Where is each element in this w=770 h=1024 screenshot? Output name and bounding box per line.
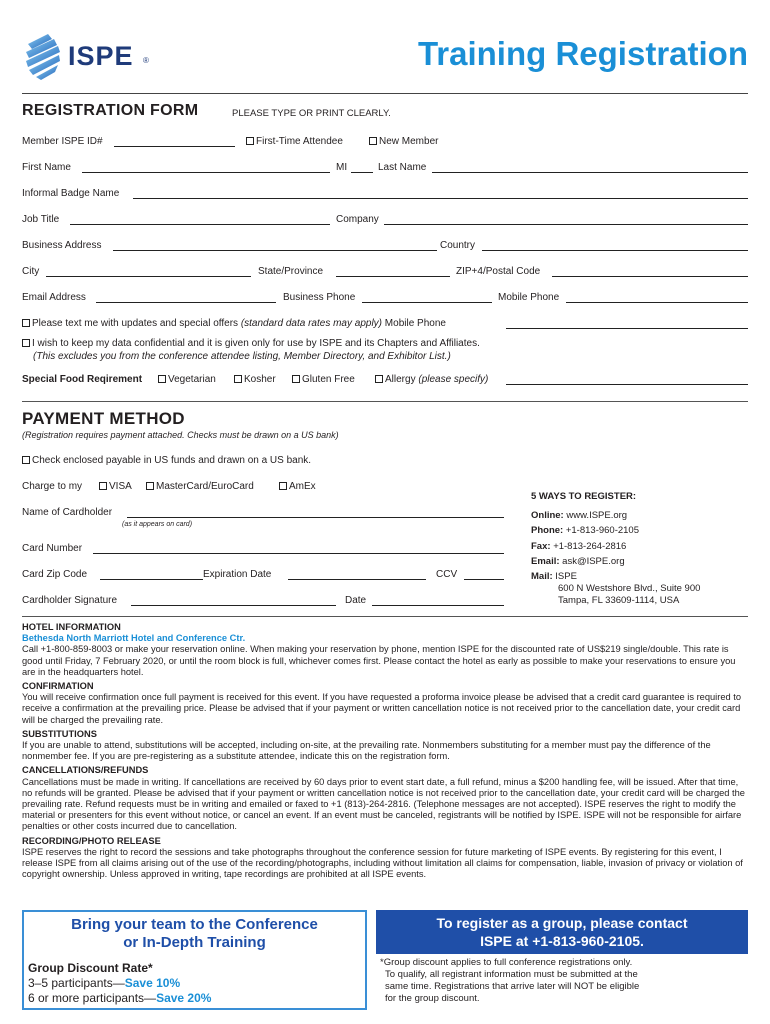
company-label: Company (336, 214, 379, 225)
cancellations-heading: CANCELLATIONS/REFUNDS (22, 765, 149, 776)
confidential-checkbox[interactable] (22, 339, 30, 347)
fax-value: +1-813-264-2816 (553, 540, 627, 552)
info-sections (22, 622, 748, 880)
online-label: Online: (531, 509, 564, 521)
discount-heading: Group Discount Rate* (28, 961, 153, 975)
hotel-text: Call +1-800-859-8003 or make your reservation online. When making your reservation by phone, mention ISPE for the discounted rate of US$219 single/double. This rate is good until Friday, 7 February 2020, or until the room block is full, whichever comes first. Please contact the hotel as early as possible to make your reservations to ensure you are in the headquarters hotel. (22, 644, 736, 677)
header-divider (22, 93, 748, 94)
gluten-free-label: Gluten Free (302, 374, 355, 385)
text-updates-mobile-field[interactable] (506, 328, 748, 329)
card-zip-label: Card Zip Code (22, 569, 88, 580)
hotel-name: Bethesda North Marriott Hotel and Conference Ctr. (22, 633, 246, 644)
zip-label: ZIP+4/Postal Code (456, 266, 541, 277)
allergy-checkbox[interactable] (375, 375, 383, 383)
group-discount-note (380, 957, 750, 1005)
card-zip-field[interactable] (100, 579, 203, 580)
text-updates-note: (standard data rates may apply) (240, 318, 383, 329)
confidential-note: (This excludes you from the conference attendee listing, Member Directory, and Exhibitor List.) (33, 351, 451, 362)
section-divider-payment (22, 401, 748, 402)
state-field[interactable] (336, 276, 450, 277)
company-field[interactable] (384, 224, 748, 225)
business-address-label: Business Address (22, 240, 102, 251)
ccv-field[interactable] (464, 579, 504, 580)
first-time-attendee-label: First-Time Attendee (256, 136, 343, 147)
group-note-line4: for the group discount. (385, 993, 480, 1004)
payment-note: (Registration requires payment attached. Checks must be drawn on a US bank) (22, 430, 339, 440)
text-updates-label: Please text me with updates and special offers (32, 318, 239, 329)
new-member-option[interactable] (369, 136, 438, 148)
payment-heading: PAYMENT METHOD (22, 409, 185, 428)
business-phone-label: Business Phone (283, 292, 356, 303)
food-requirement-label: Special Food Reqirement (22, 374, 143, 385)
mail-line2: 600 N Westshore Blvd., Suite 900 (558, 582, 701, 594)
confirmation-heading: CONFIRMATION (22, 681, 94, 692)
mi-field[interactable] (351, 172, 373, 173)
vegetarian-label: Vegetarian (168, 374, 216, 385)
check-option[interactable] (22, 455, 311, 467)
allergy-note: (please specify) (418, 374, 489, 385)
logo-mark-icon (22, 30, 66, 82)
badge-name-label: Informal Badge Name (22, 188, 120, 199)
check-checkbox[interactable] (22, 456, 30, 464)
food-vegetarian-option[interactable] (158, 374, 216, 386)
mastercard-label: MasterCard/EuroCard (156, 481, 254, 492)
cardholder-field[interactable] (127, 517, 504, 518)
phone-label: Phone: (531, 525, 564, 536)
business-address-field[interactable] (113, 250, 437, 251)
discount-tier-2 (28, 991, 211, 1005)
cardholder-note: (as it appears on card) (122, 521, 193, 528)
cancellations-text: Cancellations must be made in writing. If cancellations are received by 60 days prior to event start date, a full refund, minus a $200 handling fee, will be issued. After that time, no refunds will be granted. Please be advised that if your payment or written cancellation notice is not received prior to the cancellation date, your credit card will be charged the prevailing rate. Refund requests must be in writing and emailed or faxed to +1 (813)-264-2816. (Telephone messages are not accepted). ISPE reserves the right to modify the material or presenters for this event without notice, or cancel an event. If an event must be canceled, registrants will be notified by ISPE. ISPE will not be responsible for airfare penalties or other costs incurred due to cancellation. (22, 776, 745, 832)
tier1-label: 3–5 participants— (28, 976, 125, 990)
date-label: Date (345, 595, 367, 606)
vegetarian-checkbox[interactable] (158, 375, 166, 383)
group-note-line1: *Group discount applies to full conference registrations only. (380, 957, 633, 968)
mobile-phone-field[interactable] (566, 302, 748, 303)
section-divider-info (22, 616, 748, 617)
amex-option[interactable] (279, 481, 316, 493)
state-label: State/Province (258, 266, 324, 277)
mastercard-option[interactable] (146, 481, 254, 493)
phone-value: +1-813-960-2105 (565, 525, 640, 536)
email-contact-link[interactable]: ask@ISPE.org (562, 556, 625, 567)
kosher-label: Kosher (244, 374, 276, 385)
last-name-label: Last Name (378, 162, 427, 173)
group-note-line3: same time. Registrations that arrive later will NOT be eligible (385, 981, 640, 992)
mobile-phone-label: Mobile Phone (498, 292, 560, 303)
food-allergy-option[interactable] (375, 374, 488, 386)
substitutions-heading: SUBSTITUTIONS (22, 728, 97, 739)
signature-label: Cardholder Signature (22, 595, 118, 606)
member-id-label: Member ISPE ID# (22, 136, 103, 147)
ccv-label: CCV (436, 569, 458, 580)
first-name-field[interactable] (82, 172, 330, 173)
city-label: City (22, 266, 40, 277)
charge-label: Charge to my (22, 481, 83, 492)
tier2-label: 6 or more participants— (28, 991, 157, 1005)
signature-field[interactable] (131, 605, 336, 606)
mail-line1: ISPE (555, 570, 577, 582)
text-updates-mobile-label: Mobile Phone (384, 318, 446, 329)
last-name-field[interactable] (432, 172, 748, 173)
card-number-field[interactable] (93, 553, 504, 554)
ways-to-register-panel (531, 489, 753, 607)
confidential-label: I wish to keep my data confidential and it is given only for use by ISPE and its Chapters and Affiliates. (32, 338, 480, 349)
mi-label: MI (336, 162, 348, 173)
recording-heading: RECORDING/PHOTO RELEASE (22, 835, 161, 846)
job-title-field[interactable] (70, 224, 330, 225)
first-time-attendee-checkbox[interactable] (246, 137, 254, 145)
group-note-line2: To qualify, all registrant information must be submitted at the (385, 969, 638, 980)
business-phone-field[interactable] (362, 302, 492, 303)
recording-text: ISPE reserves the right to record the sessions and take photographs throughout the conference session for future marketing of ISPE events. By registering for this event, I release ISPE from all claims arising out of the use of the recording/photographs, including without limitation all claims for compensation, liable, invasion of privacy or violation of copyright ownership. Unless approved in writing, tape recordings are prohibited at all ISPE events. (22, 846, 743, 880)
registration-form-heading: REGISTRATION FORM (22, 102, 199, 119)
zip-field[interactable] (552, 276, 748, 277)
city-field[interactable] (46, 276, 251, 277)
group-discount-promo (22, 910, 367, 1010)
logo-text: ISPE (68, 41, 134, 71)
food-kosher-option[interactable] (234, 374, 276, 386)
page-title: Training Registration (417, 35, 748, 72)
tier1-save: Save 10% (124, 976, 181, 990)
food-requirement-row (22, 374, 142, 386)
mastercard-checkbox[interactable] (146, 482, 154, 490)
discount-tier-1 (28, 976, 180, 990)
email-label: Email Address (22, 292, 86, 303)
promo-headline-line2: or In-Depth Training (123, 934, 266, 951)
amex-label: AmEx (289, 481, 316, 492)
email-field[interactable] (96, 302, 276, 303)
badge-name-field[interactable] (133, 198, 748, 199)
ways-heading: 5 WAYS TO REGISTER: (531, 491, 637, 502)
allergy-label: Allergy (385, 374, 416, 385)
first-time-attendee-option[interactable] (246, 136, 343, 148)
expiration-field[interactable] (288, 579, 426, 580)
cardholder-label: Name of Cardholder (22, 507, 113, 518)
text-updates-option[interactable] (22, 318, 446, 330)
email-contact-label: Email: (531, 556, 560, 567)
job-title-label: Job Title (22, 214, 60, 225)
food-gluten-free-option[interactable] (292, 374, 355, 386)
mail-line3: Tampa, FL 33609-1114, USA (558, 594, 680, 606)
new-member-label: New Member (379, 136, 439, 147)
tier2-save: Save 20% (156, 991, 212, 1005)
group-contact-banner (376, 910, 748, 954)
new-member-checkbox[interactable] (369, 137, 377, 145)
check-label: Check enclosed payable in US funds and drawn on a US bank. (32, 455, 312, 466)
first-name-label: First Name (22, 162, 71, 173)
country-field[interactable] (482, 250, 748, 251)
group-contact-line2: ISPE at +1-813-960-2105. (480, 933, 644, 949)
group-contact-line1: To register as a group, please contact (436, 915, 688, 931)
visa-label: VISA (109, 481, 132, 492)
card-number-label: Card Number (22, 543, 83, 554)
expiration-label: Expiration Date (203, 569, 272, 580)
text-updates-checkbox[interactable] (22, 319, 30, 327)
visa-option[interactable] (99, 481, 132, 493)
registration-form-subheading: PLEASE TYPE OR PRINT CLEARLY. (232, 108, 391, 119)
visa-checkbox[interactable] (99, 482, 107, 490)
hotel-heading: HOTEL INFORMATION (22, 622, 121, 632)
member-id-field[interactable] (114, 146, 235, 147)
mail-label: Mail: (531, 570, 553, 582)
kosher-checkbox[interactable] (234, 375, 242, 383)
ispe-logo (22, 28, 152, 84)
substitutions-text: If you are unable to attend, substitutions will be accepted, including on-site, at the prevailing rate. Nonmembers substituting for a member must pay the difference of the nonmember fee. If you are pre-registering as a substitute attendee, indicate this on the registration form. (22, 740, 711, 762)
confirmation-text: You will receive confirmation once full payment is received for this event. If you have requested a proforma invoice please be advised that a credit card guarantee is required to receive a confirmation at the prevailing price. Please be advised that if your payment or written cancellation notice is not received prior to the cancellation date, your credit card will be charged the prevailing rate. (22, 692, 742, 725)
online-link[interactable]: www.ISPE.org (566, 509, 628, 521)
confidential-option[interactable] (22, 338, 480, 350)
logo-registered-mark: ® (143, 56, 149, 65)
promo-headline-line1: Bring your team to the Conference (71, 916, 318, 933)
promo-headline (24, 916, 365, 952)
country-label: Country (440, 240, 476, 251)
allergy-field[interactable] (506, 384, 748, 385)
fax-label: Fax: (531, 540, 551, 552)
gluten-free-checkbox[interactable] (292, 375, 300, 383)
amex-checkbox[interactable] (279, 482, 287, 490)
date-field[interactable] (372, 605, 504, 606)
